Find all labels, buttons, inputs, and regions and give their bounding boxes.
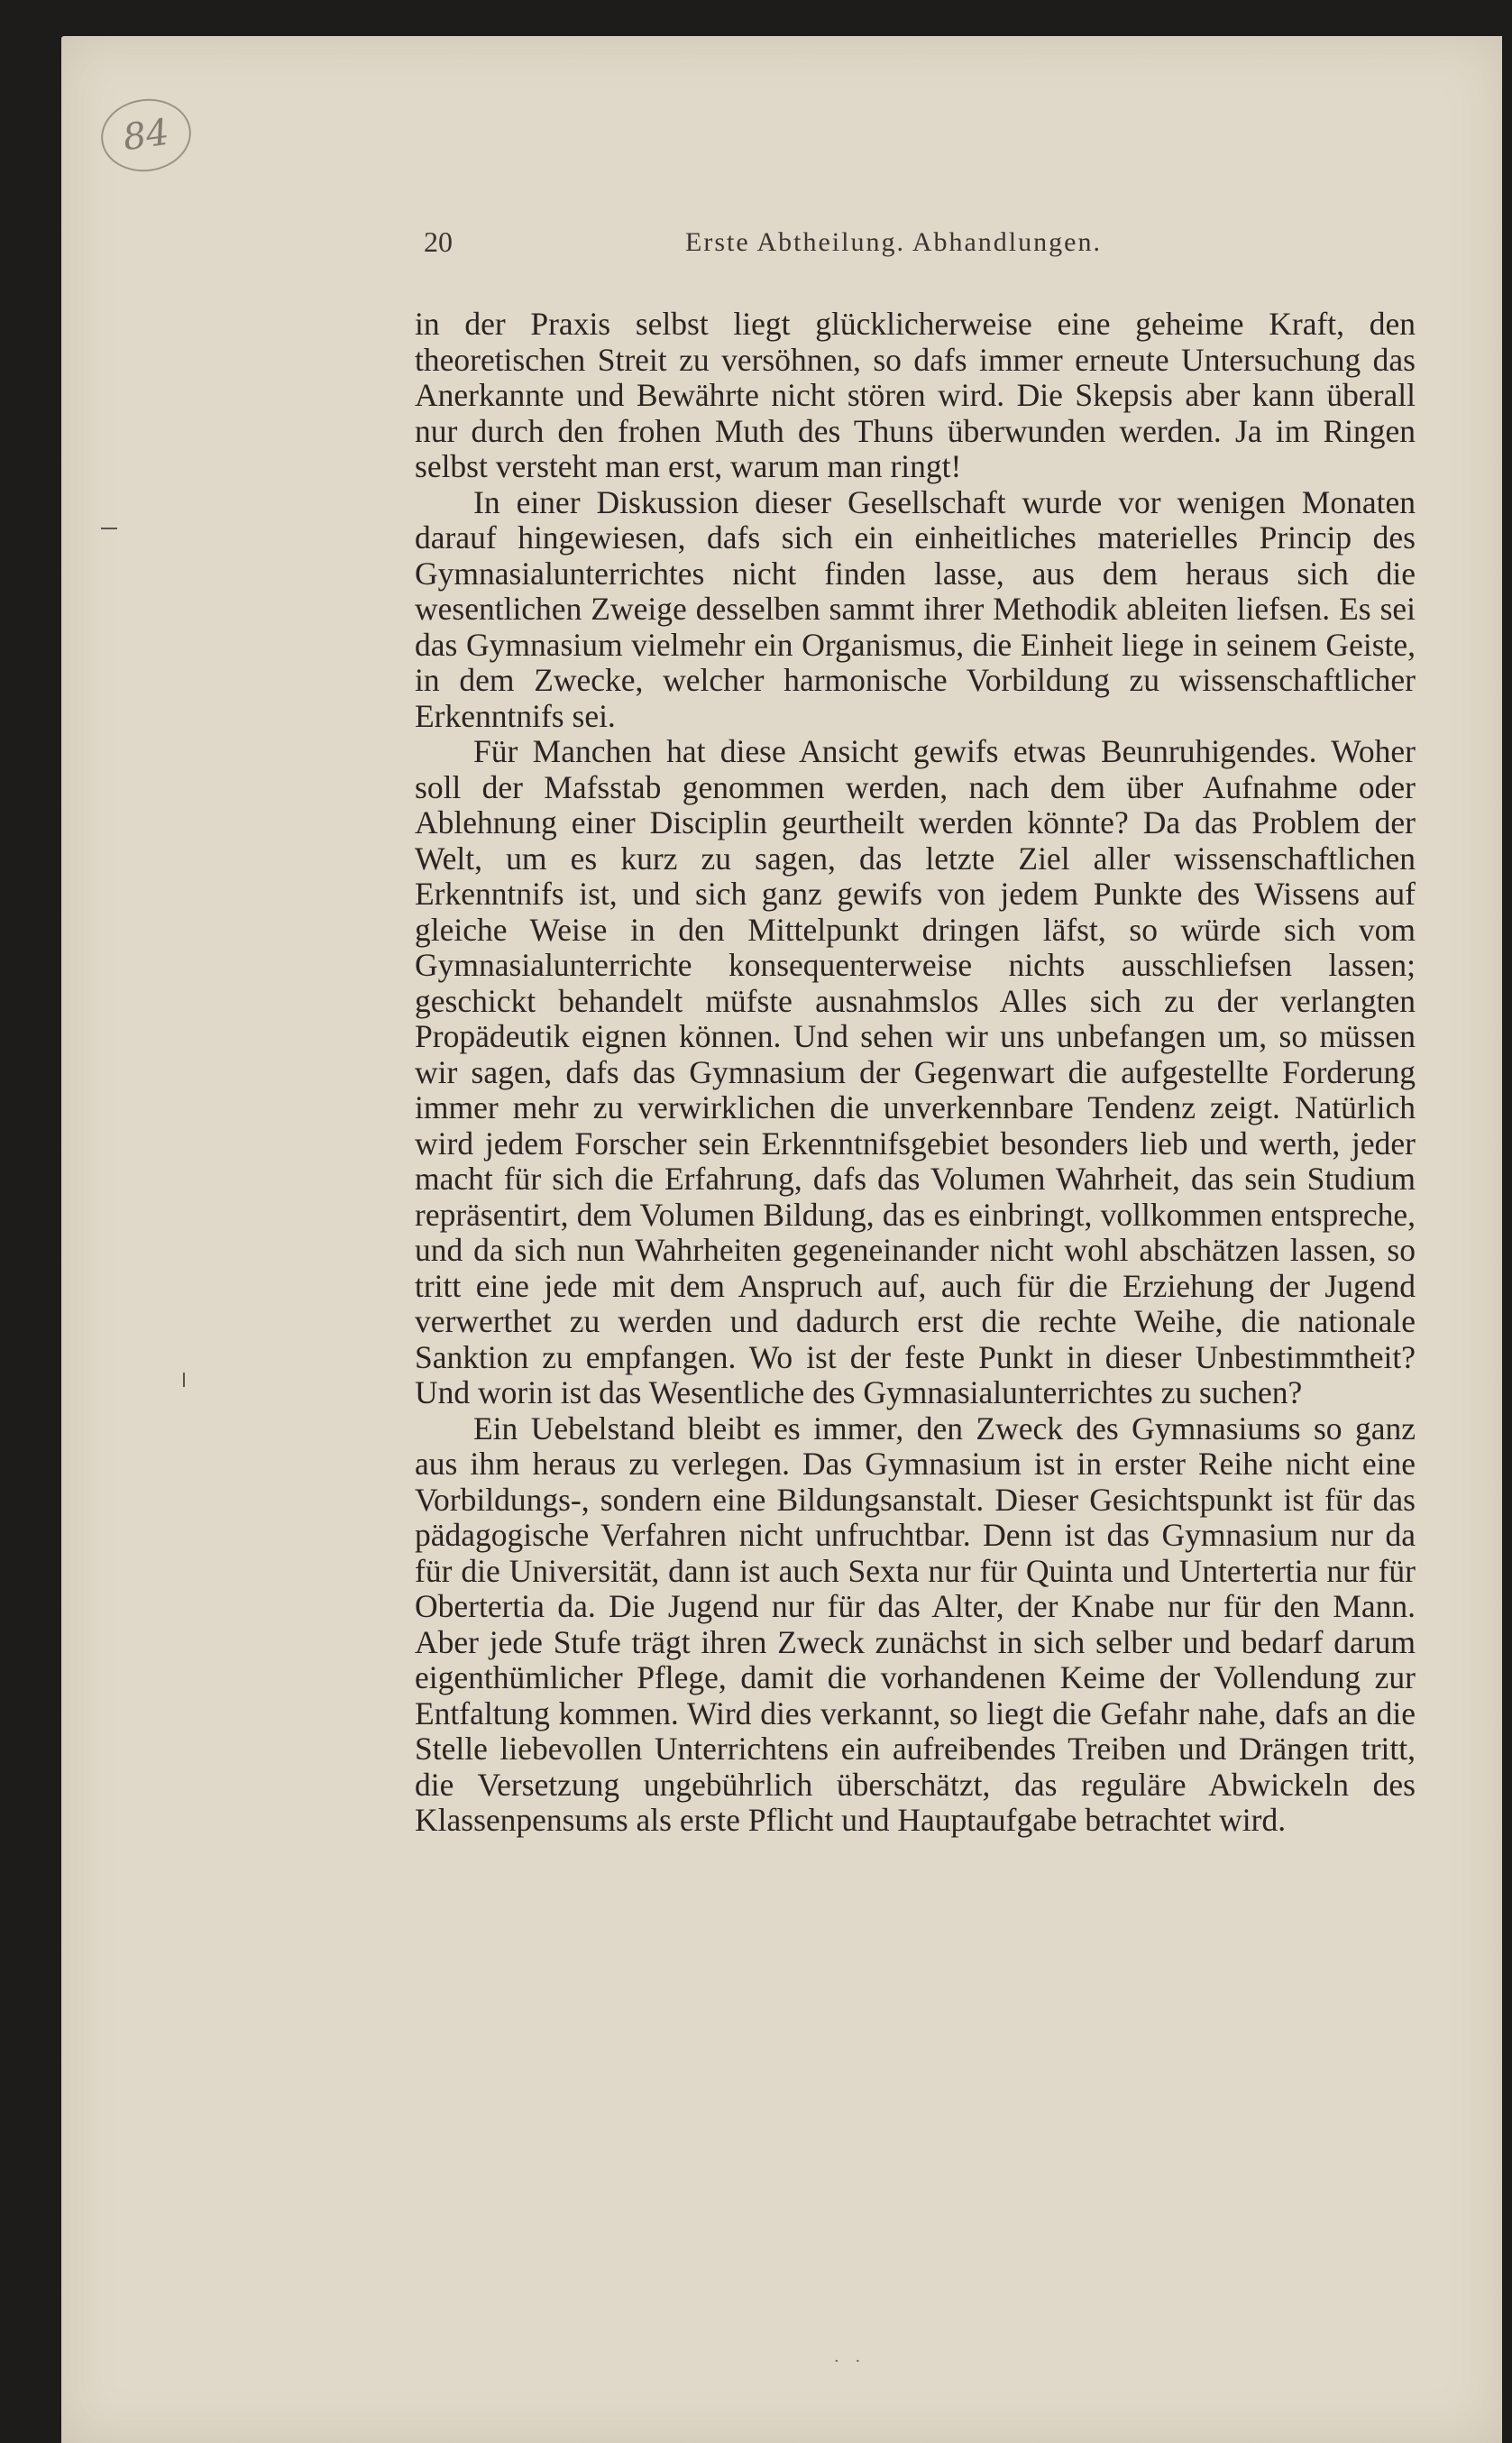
paragraph-1: in der Praxis selbst liegt glücklicherweise eine geheime Kraft, den theoretischen Streit zu versöhnen, so dafs immer erneute Untersuchung das Anerkannte und Bewährte nicht stören wird. Die Skepsis aber kann überall nur durch den frohen Muth des Thuns überwunden werden. Ja im Ringen selbst versteht man erst, warum man ringt! — [415, 306, 1416, 484]
paragraph-3: Für Manchen hat diese Ansicht gewifs etwas Beunruhigendes. Woher soll der Mafsstab genommen werden, nach dem über Aufnahme oder Ablehnung einer Disciplin geurtheilt werden könnte? Da das Problem der Welt, um es kurz zu sagen, das letzte Ziel aller wissenschaftlichen Erkenntnifs ist, und sich ganz gewifs von jedem Punkte des Wissens auf gleiche Weise in den Mittelpunkt dringen läfst, so würde sich vom Gymnasialunterrichte konsequenterweise nichts ausschliefsen lassen; geschickt behandelt müfste ausnahmslos Alles sich zu der verlangten Propädeutik eignen können. Und sehen wir uns unbefangen um, so müssen wir sagen, dafs das Gymnasium der Gegenwart die aufgestellte Forderung immer mehr zu verwirklichen die unverkennbare Tendenz zeigt. Natürlich wird jedem Forscher sein Erkenntnifsgebiet besonders lieb und werth, jeder macht für sich die Erfahrung, dafs das Volumen Wahrheit, das sein Studium repräsentirt, dem Volumen Bildung, das es einbringt, vollkommen entspreche, und da sich nun Wahrheiten gegeneinander nicht wohl abschätzen lassen, so tritt eine jede mit dem Anspruch auf, auch für die Erziehung der Jugend verwerthet zu werden und dadurch erst die rechte Weihe, die nationale Sanktion zu empfangen. Wo ist der feste Punkt in dieser Unbestimmtheit? Und worin ist das Wesentliche des Gymnasialunterrichtes zu suchen? — [415, 733, 1416, 1410]
running-header — [424, 225, 1411, 265]
running-title: Erste Abtheilung. Abhandlungen. — [685, 227, 1102, 257]
margin-mark — [101, 528, 117, 529]
page-number: 20 — [424, 225, 453, 258]
paragraph-2: In einer Diskussion dieser Gesellschaft wurde vor wenigen Monaten darauf hingewiesen, dafs sich ein einheitliches materielles Princip des Gymnasialunterrichtes nicht finden lasse, aus dem heraus sich die wesentlichen Zweige desselben sammt ihrer Methodik ableiten liefsen. Es sei das Gymnasium vielmehr ein Organismus, die Einheit liege in seinem Geiste, in dem Zwecke, welcher harmonische Vorbildung zu wissenschaftlicher Erkenntnifs sei. — [415, 483, 1416, 734]
margin-tick — [183, 1373, 185, 1387]
library-stamp: 84 — [96, 93, 196, 177]
page-specks: · · — [834, 2352, 866, 2371]
paragraph-4: Ein Uebelstand bleibt es immer, den Zweck des Gymnasiums so ganz aus ihm heraus zu verlegen. Das Gymnasium ist in erster Reihe nicht eine Vorbildungs-, sondern eine Bildungsanstalt. Dieser Gesichtspunkt ist für das pädagogische Verfahren nicht unfruchtbar. Denn ist das Gymnasium nur da für die Universität, dann ist auch Sexta nur für Quinta und Untertertia nur für Obertertia da. Die Jugend nur für das Alter, der Knabe nur für den Mann. Aber jede Stufe trägt ihren Zweck zunächst in sich selber und bedarf darum eigenthümlicher Pflege, damit die vorhandenen Keime der Vollendung zur Entfaltung kommen. Wird dies verkannt, so liegt die Gefahr nahe, dafs an die Stelle liebevollen Unterrichtens ein aufreibendes Treiben und Drängen tritt, die Versetzung ungebührlich überschätzt, das reguläre Abwickeln des Klassenpensums als erste Pflicht und Hauptaufgabe betrachtet wird. — [415, 1410, 1416, 1838]
body-text — [415, 307, 1416, 1839]
